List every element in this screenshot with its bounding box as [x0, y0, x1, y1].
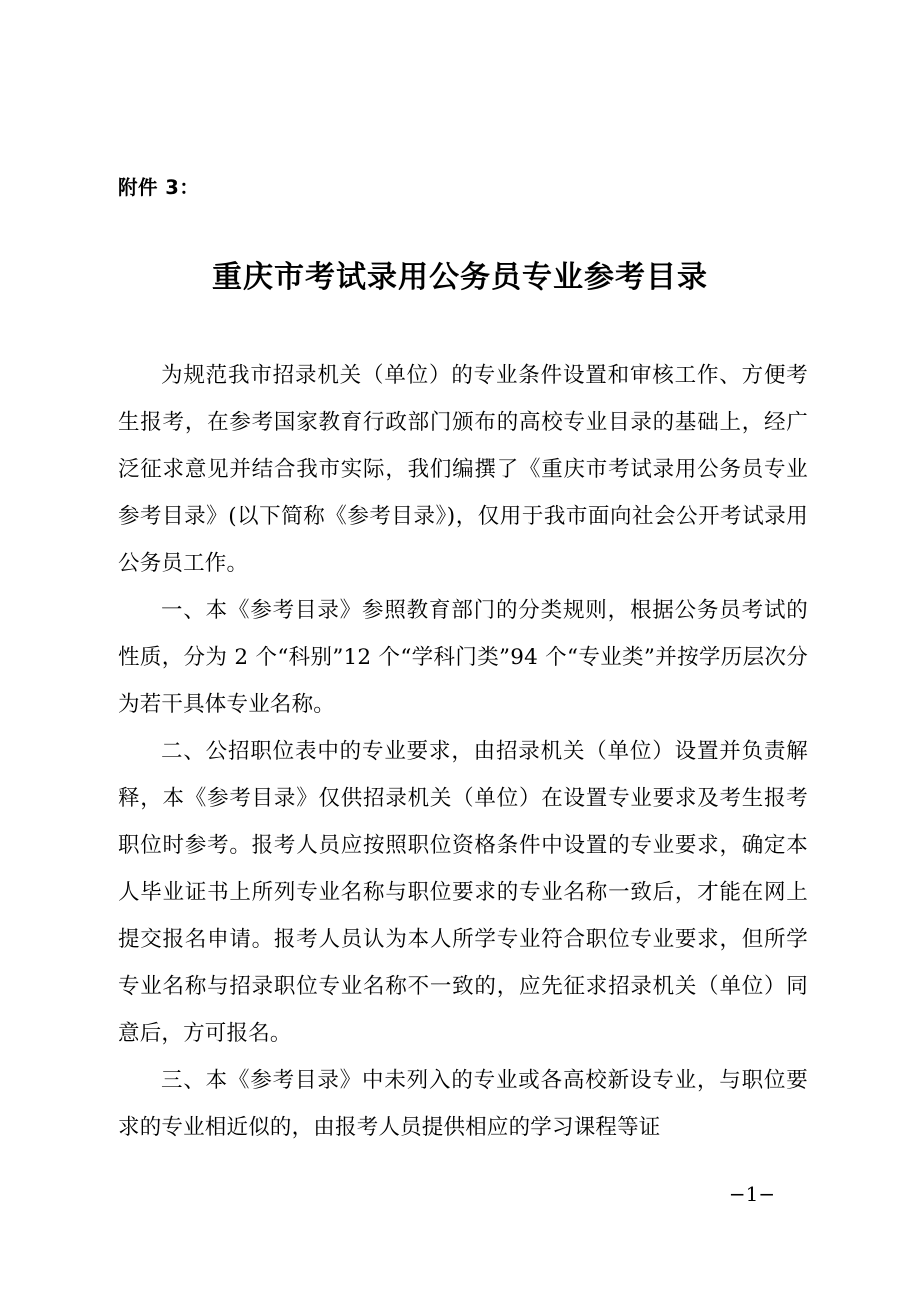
page-number-value: −1− — [728, 1182, 776, 1206]
paragraph: 三、本《参考目录》中未列入的专业或各高校新设专业，与职位要求的专业相近似的，由报考人员提供相应的学习课程等证 — [118, 1068, 808, 1140]
page-number — [0, 1182, 920, 1206]
paragraph: 二、公招职位表中的专业要求，由招录机关（单位）设置并负责解释，本《参考目录》仅供招录机关（单位）在设置专业要求及考生报考职位时参考。报考人员应按照职位资格条件中设置的专业要求，确定本人毕业证书上所列专业名称与职位要求的专业名称一致后，才能在网上提交报名申请。报考人员认为本人所学专业符合职位专业要求，但所学专业名称与招录职位专业名称不一致的，应先征求招录机关（单位）同意后，方可报名。 — [118, 739, 808, 1046]
document-body — [118, 352, 808, 1151]
page-title: 重庆市考试录用公务员专业参考目录 — [212, 260, 708, 295]
attachment-label: 附件 3： — [118, 176, 200, 199]
paragraph: 一、本《参考目录》参照教育部门的分类规则，根据公务员考试的性质，分为 2 个“科别”12 个“学科门类”94 个“专业类”并按学历层次分为若干具体专业名称。 — [118, 598, 808, 717]
paragraph: 为规范我市招录机关（单位）的专业条件设置和审核工作、方便考生报考，在参考国家教育行政部门颁布的高校专业目录的基础上，经广泛征求意见并结合我市实际，我们编撰了《重庆市考试录用公务员专业参考目录》(以下简称《参考目录》)，仅用于我市面向社会公开考试录用公务员工作。 — [118, 363, 808, 576]
